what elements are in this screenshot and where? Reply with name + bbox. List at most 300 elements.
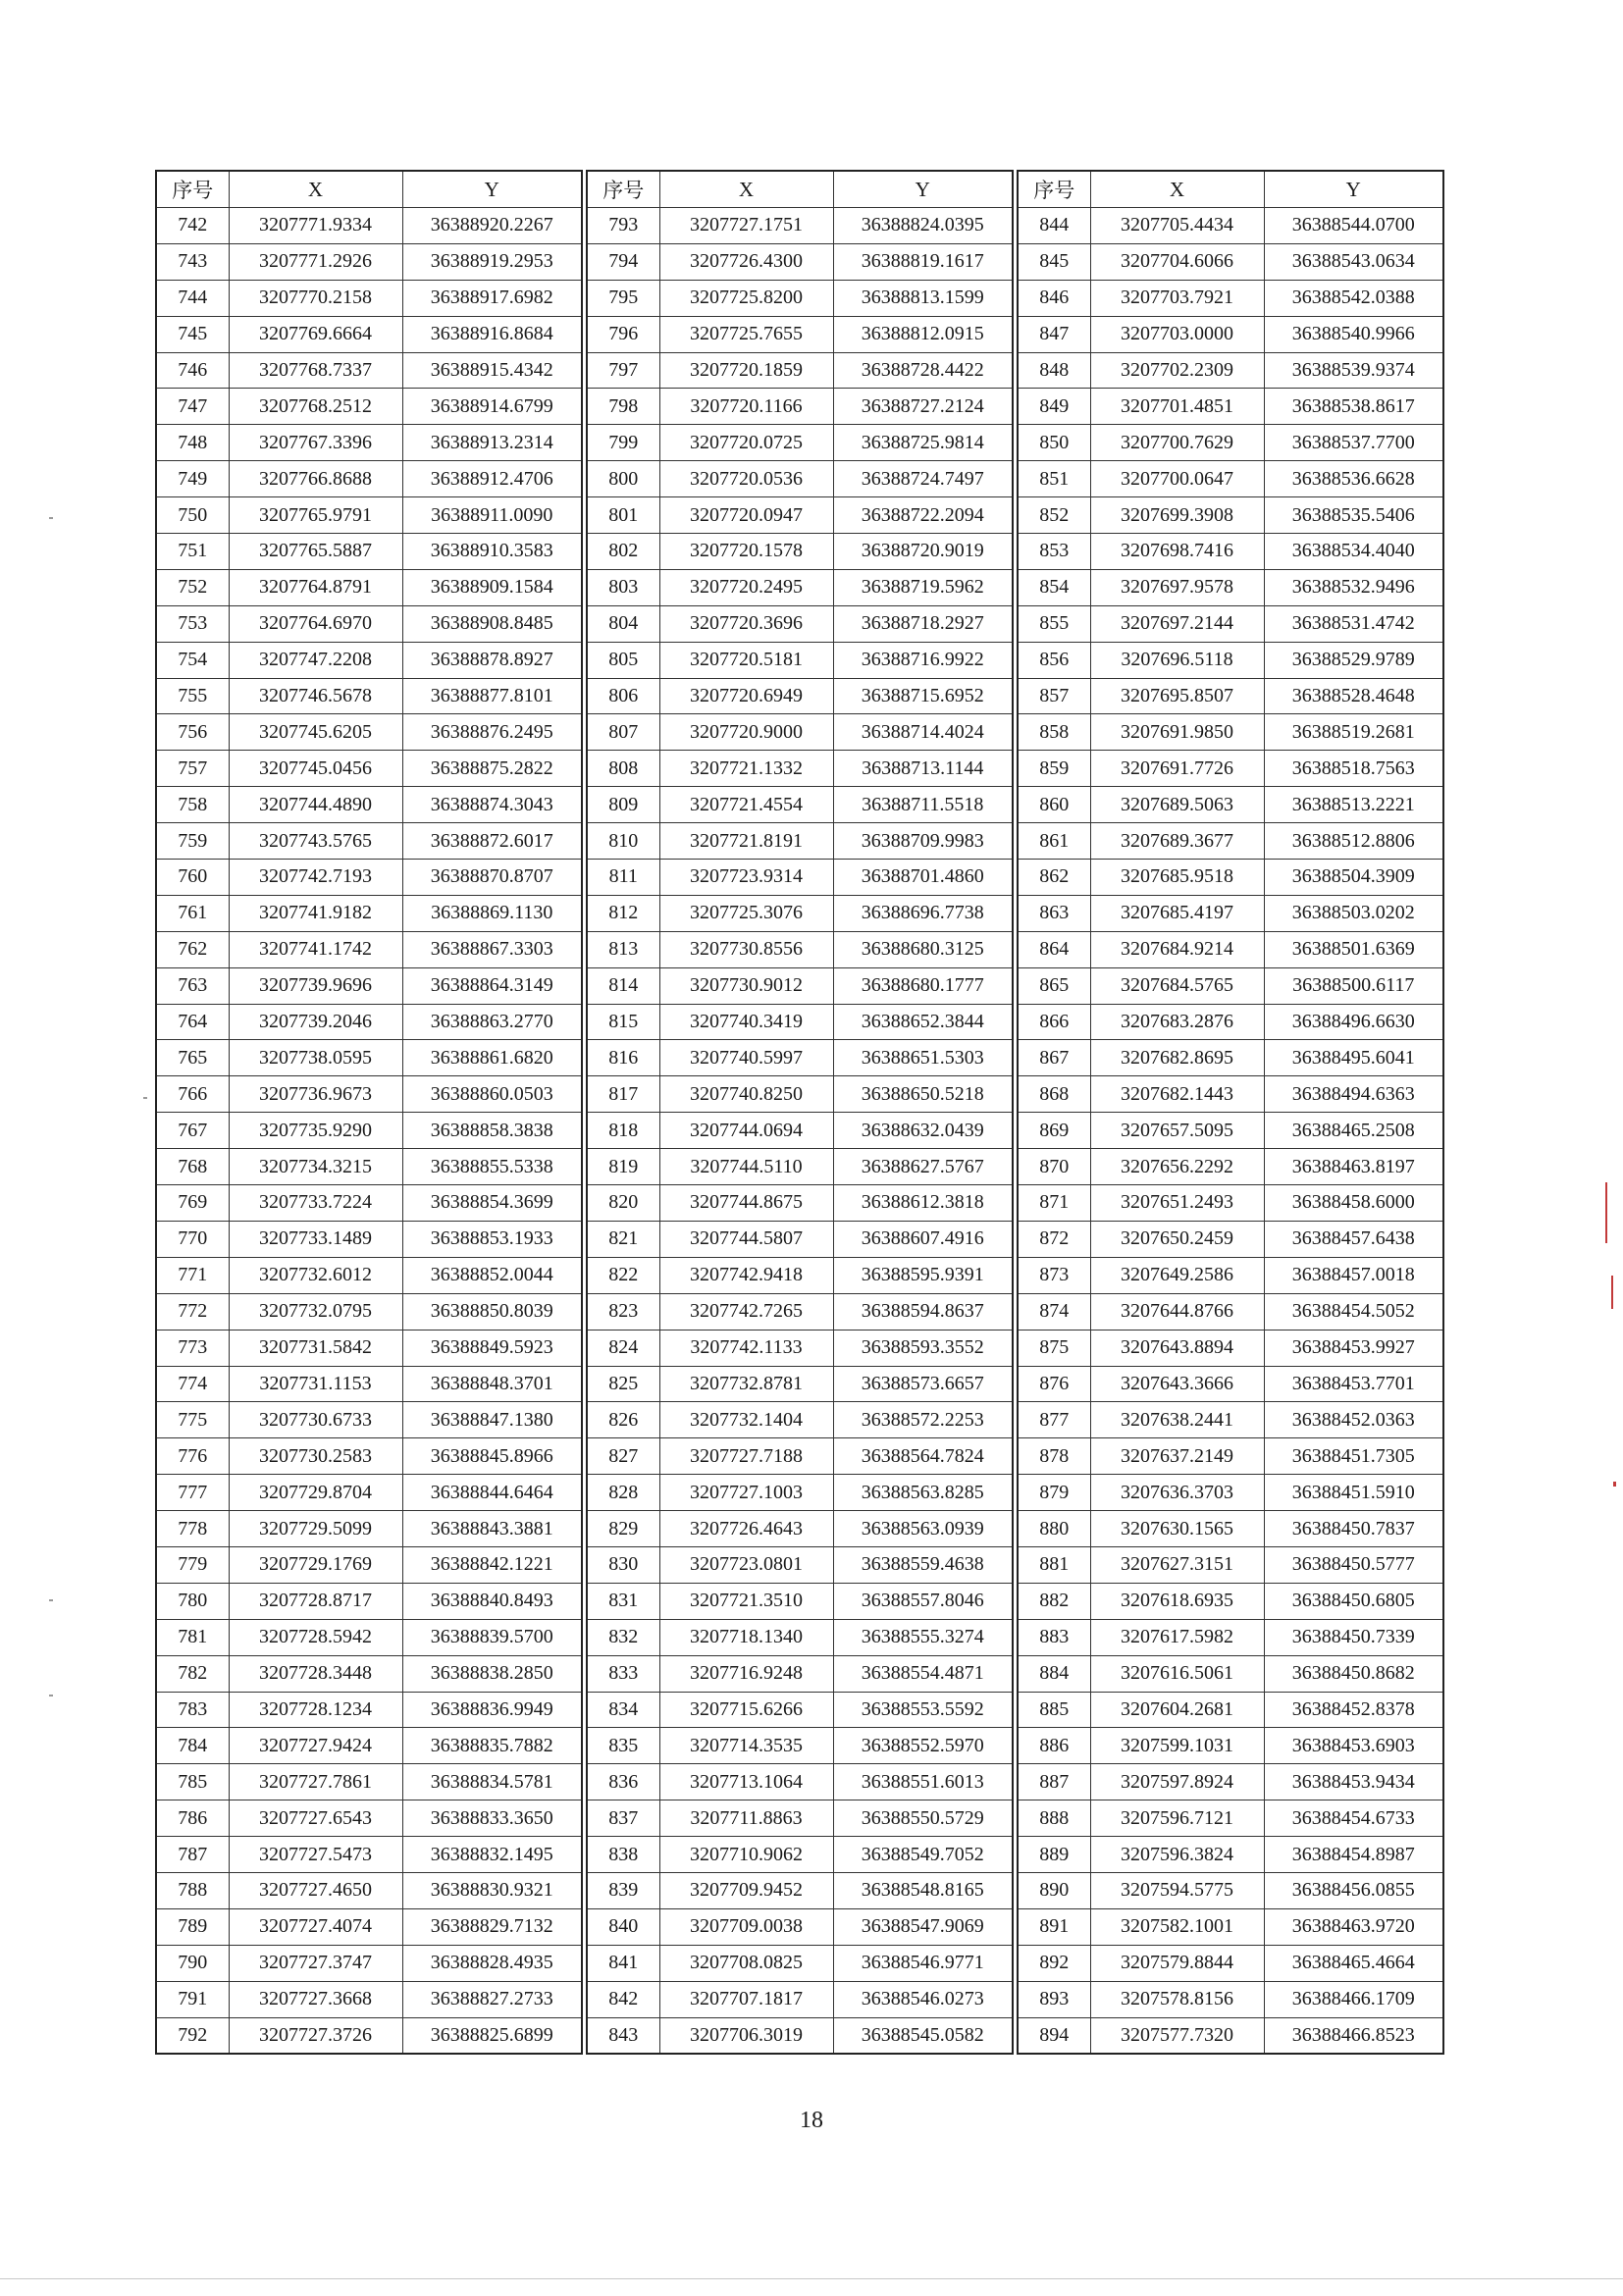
cell-x: 3207644.8766	[1090, 1293, 1264, 1330]
cell-index: 742	[156, 208, 229, 244]
header-y: Y	[1264, 171, 1443, 208]
cell-y: 36388450.7339	[1264, 1619, 1443, 1655]
table-row	[156, 1076, 582, 1113]
cell-index: 831	[587, 1583, 659, 1619]
cell-x: 3207726.4643	[659, 1511, 833, 1547]
cell-x: 3207730.2583	[229, 1438, 402, 1475]
cell-x: 3207731.5842	[229, 1330, 402, 1366]
table-row	[1018, 208, 1443, 244]
table-row	[587, 1692, 1013, 1728]
cell-index: 786	[156, 1800, 229, 1837]
cell-x: 3207618.6935	[1090, 1583, 1264, 1619]
table-row	[156, 497, 582, 534]
cell-index: 811	[587, 860, 659, 896]
cell-index: 799	[587, 425, 659, 461]
cell-y: 36388453.9434	[1264, 1764, 1443, 1800]
cell-x: 3207720.1578	[659, 534, 833, 570]
table-row	[587, 569, 1013, 605]
header-x: X	[1090, 171, 1264, 208]
cell-x: 3207742.7193	[229, 860, 402, 896]
table-row	[587, 1330, 1013, 1366]
table-row	[1018, 1692, 1443, 1728]
table-row	[587, 534, 1013, 570]
cell-index: 795	[587, 280, 659, 316]
cell-index: 876	[1018, 1366, 1090, 1402]
table-row	[1018, 280, 1443, 316]
cell-y: 36388452.8378	[1264, 1692, 1443, 1728]
cell-y: 36388727.2124	[833, 389, 1013, 425]
cell-x: 3207698.7416	[1090, 534, 1264, 570]
cell-index: 819	[587, 1149, 659, 1185]
cell-index: 776	[156, 1438, 229, 1475]
cell-x: 3207764.6970	[229, 605, 402, 642]
cell-x: 3207703.0000	[1090, 316, 1264, 352]
table-row	[156, 1330, 582, 1366]
cell-x: 3207727.6543	[229, 1800, 402, 1837]
table-row	[156, 1981, 582, 2017]
cell-index: 765	[156, 1040, 229, 1076]
cell-y: 36388494.6363	[1264, 1076, 1443, 1113]
cell-index: 805	[587, 642, 659, 678]
cell-y: 36388528.4648	[1264, 678, 1443, 714]
table-row	[156, 280, 582, 316]
cell-index: 849	[1018, 389, 1090, 425]
cell-index: 853	[1018, 534, 1090, 570]
cell-x: 3207721.1332	[659, 751, 833, 787]
table-row	[1018, 352, 1443, 389]
cell-index: 787	[156, 1837, 229, 1873]
table-row	[587, 461, 1013, 497]
cell-x: 3207714.3535	[659, 1728, 833, 1764]
cell-x: 3207733.7224	[229, 1185, 402, 1222]
cell-x: 3207727.7861	[229, 1764, 402, 1800]
cell-y: 36388535.5406	[1264, 497, 1443, 534]
cell-index: 886	[1018, 1728, 1090, 1764]
cell-index: 820	[587, 1185, 659, 1222]
cell-index: 754	[156, 642, 229, 678]
cell-index: 847	[1018, 316, 1090, 352]
cell-y: 36388845.8966	[402, 1438, 582, 1475]
cell-x: 3207732.6012	[229, 1257, 402, 1293]
cell-x: 3207703.7921	[1090, 280, 1264, 316]
cell-y: 36388722.2094	[833, 497, 1013, 534]
cell-x: 3207691.7726	[1090, 751, 1264, 787]
cell-x: 3207643.8894	[1090, 1330, 1264, 1366]
table-row	[156, 1438, 582, 1475]
cell-x: 3207727.3668	[229, 1981, 402, 2017]
table-row	[587, 1257, 1013, 1293]
table-row	[156, 1402, 582, 1438]
cell-x: 3207734.3215	[229, 1149, 402, 1185]
cell-index: 884	[1018, 1655, 1090, 1692]
cell-y: 36388714.4024	[833, 714, 1013, 751]
cell-x: 3207745.6205	[229, 714, 402, 751]
coordinate-tables	[155, 170, 1444, 2055]
cell-x: 3207744.0694	[659, 1113, 833, 1149]
table-row	[156, 1872, 582, 1908]
cell-x: 3207656.2292	[1090, 1149, 1264, 1185]
table-header-row	[156, 171, 582, 208]
cell-index: 873	[1018, 1257, 1090, 1293]
cell-index: 772	[156, 1293, 229, 1330]
cell-index: 894	[1018, 2017, 1090, 2054]
cell-index: 780	[156, 1583, 229, 1619]
table-row	[1018, 497, 1443, 534]
table-row	[1018, 316, 1443, 352]
table-row	[587, 208, 1013, 244]
cell-y: 36388546.0273	[833, 1981, 1013, 2017]
header-index: 序号	[156, 171, 229, 208]
cell-y: 36388531.4742	[1264, 605, 1443, 642]
binding-mark	[1611, 1276, 1613, 1309]
cell-x: 3207768.7337	[229, 352, 402, 389]
cell-x: 3207721.3510	[659, 1583, 833, 1619]
cell-y: 36388534.4040	[1264, 534, 1443, 570]
cell-index: 854	[1018, 569, 1090, 605]
table-row	[156, 1366, 582, 1402]
cell-y: 36388877.8101	[402, 678, 582, 714]
table-row	[587, 1113, 1013, 1149]
table-row	[587, 931, 1013, 967]
table-row	[1018, 714, 1443, 751]
table-row	[1018, 1837, 1443, 1873]
cell-x: 3207716.9248	[659, 1655, 833, 1692]
table-row	[587, 1402, 1013, 1438]
cell-index: 797	[587, 352, 659, 389]
cell-x: 3207700.0647	[1090, 461, 1264, 497]
cell-index: 851	[1018, 461, 1090, 497]
cell-x: 3207726.4300	[659, 243, 833, 280]
cell-x: 3207740.8250	[659, 1076, 833, 1113]
cell-y: 36388652.3844	[833, 1004, 1013, 1040]
cell-y: 36388709.9983	[833, 823, 1013, 860]
cell-y: 36388842.1221	[402, 1546, 582, 1583]
cell-y: 36388450.7837	[1264, 1511, 1443, 1547]
table-row	[156, 208, 582, 244]
table-row	[1018, 1619, 1443, 1655]
cell-x: 3207727.5473	[229, 1837, 402, 1873]
table-row	[1018, 823, 1443, 860]
cell-x: 3207730.9012	[659, 967, 833, 1004]
cell-y: 36388835.7882	[402, 1728, 582, 1764]
table-row	[587, 787, 1013, 823]
cell-y: 36388825.6899	[402, 2017, 582, 2054]
cell-index: 758	[156, 787, 229, 823]
cell-y: 36388812.0915	[833, 316, 1013, 352]
scan-speck	[49, 1599, 53, 1601]
cell-y: 36388453.6903	[1264, 1728, 1443, 1764]
cell-index: 802	[587, 534, 659, 570]
cell-x: 3207695.8507	[1090, 678, 1264, 714]
cell-x: 3207723.9314	[659, 860, 833, 896]
table-row	[1018, 1475, 1443, 1511]
cell-x: 3207599.1031	[1090, 1728, 1264, 1764]
table-row	[156, 1945, 582, 1981]
cell-x: 3207743.5765	[229, 823, 402, 860]
cell-x: 3207744.5110	[659, 1149, 833, 1185]
cell-index: 803	[587, 569, 659, 605]
table-row	[156, 967, 582, 1004]
cell-y: 36388680.1777	[833, 967, 1013, 1004]
cell-x: 3207720.6949	[659, 678, 833, 714]
page-number: 18	[800, 2108, 823, 2133]
cell-x: 3207697.2144	[1090, 605, 1264, 642]
table-row	[1018, 1872, 1443, 1908]
cell-y: 36388452.0363	[1264, 1402, 1443, 1438]
cell-x: 3207721.8191	[659, 823, 833, 860]
cell-index: 823	[587, 1293, 659, 1330]
table-row	[156, 1619, 582, 1655]
table-row	[1018, 1655, 1443, 1692]
cell-y: 36388701.4860	[833, 860, 1013, 896]
table-row	[156, 2017, 582, 2054]
cell-x: 3207745.0456	[229, 751, 402, 787]
scan-speck	[49, 1695, 53, 1696]
cell-y: 36388872.6017	[402, 823, 582, 860]
cell-y: 36388595.9391	[833, 1257, 1013, 1293]
table-row	[156, 1257, 582, 1293]
cell-x: 3207689.3677	[1090, 823, 1264, 860]
table-row	[587, 678, 1013, 714]
cell-y: 36388607.4916	[833, 1221, 1013, 1257]
cell-x: 3207725.7655	[659, 316, 833, 352]
cell-x: 3207728.1234	[229, 1692, 402, 1728]
cell-y: 36388501.6369	[1264, 931, 1443, 967]
cell-x: 3207684.9214	[1090, 931, 1264, 967]
cell-index: 749	[156, 461, 229, 497]
cell-y: 36388550.5729	[833, 1800, 1013, 1837]
cell-index: 761	[156, 895, 229, 931]
cell-y: 36388839.5700	[402, 1619, 582, 1655]
table-row	[156, 1728, 582, 1764]
cell-x: 3207697.9578	[1090, 569, 1264, 605]
cell-x: 3207684.5765	[1090, 967, 1264, 1004]
cell-y: 36388546.9771	[833, 1945, 1013, 1981]
cell-y: 36388542.0388	[1264, 280, 1443, 316]
cell-x: 3207577.7320	[1090, 2017, 1264, 2054]
cell-index: 796	[587, 316, 659, 352]
cell-index: 859	[1018, 751, 1090, 787]
table-row	[1018, 931, 1443, 967]
cell-y: 36388451.7305	[1264, 1438, 1443, 1475]
cell-y: 36388555.3274	[833, 1619, 1013, 1655]
cell-index: 881	[1018, 1546, 1090, 1583]
cell-index: 806	[587, 678, 659, 714]
cell-y: 36388545.0582	[833, 2017, 1013, 2054]
cell-y: 36388844.6464	[402, 1475, 582, 1511]
cell-y: 36388451.5910	[1264, 1475, 1443, 1511]
cell-index: 857	[1018, 678, 1090, 714]
cell-x: 3207689.5063	[1090, 787, 1264, 823]
cell-x: 3207730.8556	[659, 931, 833, 967]
table-row	[1018, 895, 1443, 931]
table-row	[1018, 1113, 1443, 1149]
cell-y: 36388833.3650	[402, 1800, 582, 1837]
cell-y: 36388875.2822	[402, 751, 582, 787]
table-row	[1018, 1330, 1443, 1366]
cell-index: 817	[587, 1076, 659, 1113]
table-row	[587, 1981, 1013, 2017]
cell-index: 781	[156, 1619, 229, 1655]
binding-mark	[1613, 1482, 1616, 1487]
cell-x: 3207727.9424	[229, 1728, 402, 1764]
cell-x: 3207735.9290	[229, 1113, 402, 1149]
cell-x: 3207604.2681	[1090, 1692, 1264, 1728]
cell-y: 36388720.9019	[833, 534, 1013, 570]
table-row	[156, 895, 582, 931]
cell-index: 879	[1018, 1475, 1090, 1511]
cell-index: 888	[1018, 1800, 1090, 1837]
cell-index: 764	[156, 1004, 229, 1040]
cell-x: 3207742.9418	[659, 1257, 833, 1293]
bottom-divider	[0, 2278, 1623, 2279]
cell-x: 3207771.2926	[229, 243, 402, 280]
cell-y: 36388911.0090	[402, 497, 582, 534]
cell-y: 36388540.9966	[1264, 316, 1443, 352]
cell-x: 3207699.3908	[1090, 497, 1264, 534]
table-row	[587, 1583, 1013, 1619]
cell-index: 759	[156, 823, 229, 860]
table-row	[156, 642, 582, 678]
table-row	[156, 569, 582, 605]
cell-x: 3207711.8863	[659, 1800, 833, 1837]
table-row	[156, 787, 582, 823]
cell-x: 3207720.0725	[659, 425, 833, 461]
scan-speck	[143, 1097, 147, 1099]
cell-index: 841	[587, 1945, 659, 1981]
cell-y: 36388453.9927	[1264, 1330, 1443, 1366]
cell-x: 3207727.7188	[659, 1438, 833, 1475]
table-row	[1018, 642, 1443, 678]
cell-x: 3207649.2586	[1090, 1257, 1264, 1293]
cell-y: 36388914.6799	[402, 389, 582, 425]
table-row	[587, 1040, 1013, 1076]
cell-x: 3207730.6733	[229, 1402, 402, 1438]
cell-y: 36388450.5777	[1264, 1546, 1443, 1583]
cell-y: 36388651.5303	[833, 1040, 1013, 1076]
cell-x: 3207746.5678	[229, 678, 402, 714]
cell-y: 36388725.9814	[833, 425, 1013, 461]
cell-y: 36388549.7052	[833, 1837, 1013, 1873]
table-row	[156, 1583, 582, 1619]
cell-y: 36388819.1617	[833, 243, 1013, 280]
cell-x: 3207727.4650	[229, 1872, 402, 1908]
cell-index: 865	[1018, 967, 1090, 1004]
cell-index: 883	[1018, 1619, 1090, 1655]
cell-index: 746	[156, 352, 229, 389]
cell-index: 852	[1018, 497, 1090, 534]
table-row	[156, 534, 582, 570]
cell-x: 3207764.8791	[229, 569, 402, 605]
cell-index: 877	[1018, 1402, 1090, 1438]
table-row	[587, 1945, 1013, 1981]
cell-index: 830	[587, 1546, 659, 1583]
table-row	[587, 1619, 1013, 1655]
cell-y: 36388917.6982	[402, 280, 582, 316]
cell-y: 36388563.8285	[833, 1475, 1013, 1511]
cell-x: 3207709.0038	[659, 1908, 833, 1945]
table-header-row	[1018, 171, 1443, 208]
table-row	[587, 1438, 1013, 1475]
cell-x: 3207744.5807	[659, 1221, 833, 1257]
table-row	[156, 1221, 582, 1257]
cell-index: 753	[156, 605, 229, 642]
cell-x: 3207731.1153	[229, 1366, 402, 1402]
cell-index: 793	[587, 208, 659, 244]
cell-index: 750	[156, 497, 229, 534]
cell-x: 3207704.6066	[1090, 243, 1264, 280]
cell-x: 3207736.9673	[229, 1076, 402, 1113]
cell-index: 867	[1018, 1040, 1090, 1076]
cell-y: 36388920.2267	[402, 208, 582, 244]
cell-x: 3207713.1064	[659, 1764, 833, 1800]
cell-index: 774	[156, 1366, 229, 1402]
cell-index: 825	[587, 1366, 659, 1402]
table-row	[156, 678, 582, 714]
cell-x: 3207650.2459	[1090, 1221, 1264, 1257]
coordinate-table-3	[1017, 170, 1444, 2055]
cell-index: 866	[1018, 1004, 1090, 1040]
cell-index: 840	[587, 1908, 659, 1945]
cell-x: 3207732.8781	[659, 1366, 833, 1402]
cell-y: 36388913.2314	[402, 425, 582, 461]
cell-y: 36388538.8617	[1264, 389, 1443, 425]
cell-x: 3207683.2876	[1090, 1004, 1264, 1040]
cell-x: 3207596.7121	[1090, 1800, 1264, 1837]
header-x: X	[229, 171, 402, 208]
cell-y: 36388909.1584	[402, 569, 582, 605]
cell-x: 3207728.8717	[229, 1583, 402, 1619]
cell-y: 36388847.1380	[402, 1402, 582, 1438]
cell-x: 3207705.4434	[1090, 208, 1264, 244]
cell-index: 766	[156, 1076, 229, 1113]
cell-index: 856	[1018, 642, 1090, 678]
cell-y: 36388457.0018	[1264, 1257, 1443, 1293]
cell-y: 36388827.2733	[402, 1981, 582, 2017]
table-row	[1018, 425, 1443, 461]
cell-y: 36388728.4422	[833, 352, 1013, 389]
cell-index: 773	[156, 1330, 229, 1366]
cell-y: 36388563.0939	[833, 1511, 1013, 1547]
cell-y: 36388539.9374	[1264, 352, 1443, 389]
table-row	[156, 1655, 582, 1692]
cell-y: 36388529.9789	[1264, 642, 1443, 678]
cell-index: 846	[1018, 280, 1090, 316]
cell-index: 810	[587, 823, 659, 860]
cell-index: 757	[156, 751, 229, 787]
cell-y: 36388855.5338	[402, 1149, 582, 1185]
cell-x: 3207770.2158	[229, 280, 402, 316]
header-y: Y	[833, 171, 1013, 208]
header-x: X	[659, 171, 833, 208]
cell-index: 824	[587, 1330, 659, 1366]
cell-index: 836	[587, 1764, 659, 1800]
cell-x: 3207651.2493	[1090, 1185, 1264, 1222]
table-row	[587, 1475, 1013, 1511]
cell-index: 789	[156, 1908, 229, 1945]
table-row	[1018, 1257, 1443, 1293]
cell-y: 36388557.8046	[833, 1583, 1013, 1619]
cell-x: 3207728.3448	[229, 1655, 402, 1692]
cell-y: 36388627.5767	[833, 1149, 1013, 1185]
table-row	[156, 605, 582, 642]
cell-x: 3207732.0795	[229, 1293, 402, 1330]
cell-index: 748	[156, 425, 229, 461]
cell-x: 3207727.3747	[229, 1945, 402, 1981]
cell-index: 826	[587, 1402, 659, 1438]
cell-y: 36388715.6952	[833, 678, 1013, 714]
cell-index: 844	[1018, 208, 1090, 244]
